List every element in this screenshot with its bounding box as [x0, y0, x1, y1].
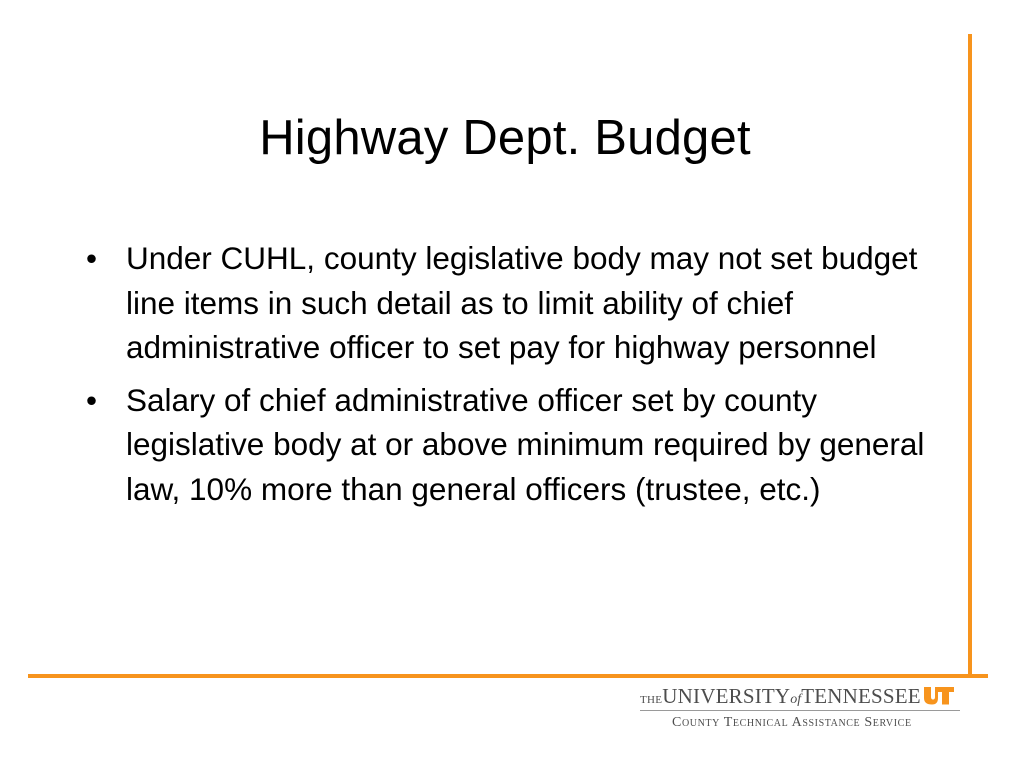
bullet-item-2 [86, 378, 946, 512]
bullet-list [86, 236, 946, 519]
bullet-text: Under CUHL, county legislative body may not set budget line items in such detail as to limit ability of chief administrative officer to set pay for highway personnel [126, 240, 918, 365]
logo-wordmark [640, 684, 921, 712]
university-logo [640, 684, 960, 734]
logo-divider [640, 710, 960, 711]
bullet-marker: • [86, 381, 98, 418]
accent-rule-horizontal [28, 674, 988, 678]
bullet-marker: • [86, 240, 98, 276]
ut-logo-icon [923, 687, 955, 705]
slide-title: Highway Dept. Budget [259, 111, 751, 165]
logo-tennessee: TENNESSEE [801, 684, 921, 708]
logo-the: THE [640, 694, 663, 706]
bullet-item-1 [86, 236, 946, 370]
logo-of: of [790, 692, 802, 707]
logo-university: UNIVERSITY [662, 684, 791, 708]
bullet-text: Salary of chief administrative officer set by county legislative body at or above minimum required by general law, 10% more than general officers (trustee, etc.) [126, 381, 925, 507]
logo-service-name: County Technical Assistance Service [672, 715, 912, 730]
